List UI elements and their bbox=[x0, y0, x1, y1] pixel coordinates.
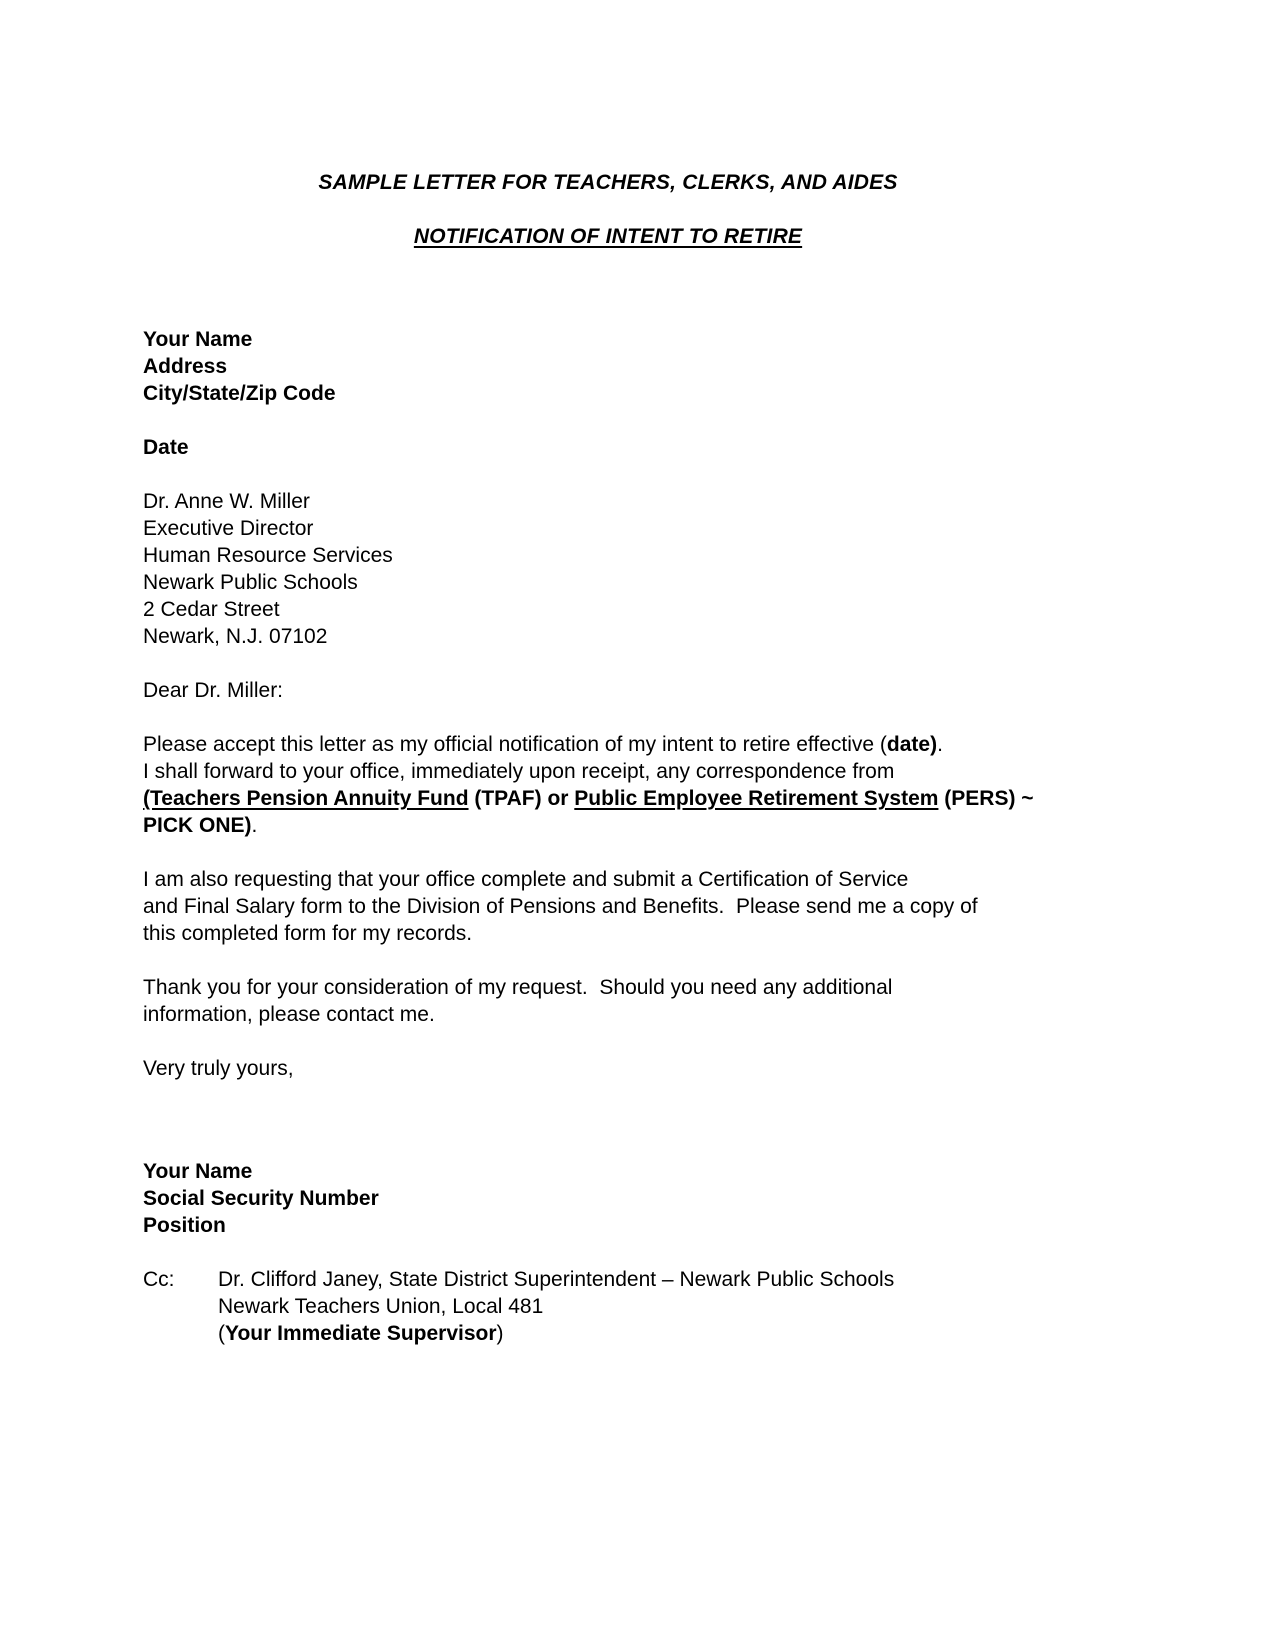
cc-line-supervisor: (Your Immediate Supervisor) bbox=[218, 1322, 504, 1345]
cc-line-superintendent: Dr. Clifford Janey, State District Superintendent – Newark Public Schools bbox=[218, 1268, 895, 1291]
signature-block bbox=[143, 1158, 1073, 1239]
recipient-street: 2 Cedar Street bbox=[143, 598, 280, 621]
recipient-organization: Newark Public Schools bbox=[143, 571, 358, 594]
body-paragraph-3: Thank you for your consideration of my request. Should you need any additional information, please contact me. bbox=[143, 976, 893, 1026]
cc-lines bbox=[218, 1266, 1073, 1347]
recipient-block bbox=[143, 488, 1073, 650]
cc-block bbox=[143, 1266, 1073, 1347]
recipient-city-state-zip: Newark, N.J. 07102 bbox=[143, 625, 328, 648]
sender-city-state-zip: City/State/Zip Code bbox=[143, 382, 336, 405]
letter-subtitle bbox=[143, 223, 1073, 250]
signature-ssn: Social Security Number bbox=[143, 1187, 379, 1210]
body-paragraph-2: I am also requesting that your office complete and submit a Certification of Service and Final Salary form to the Division of Pensions and Benefits. Please send me a copy of this completed form for my records. bbox=[143, 868, 978, 945]
body-paragraph-1: Please accept this letter as my official notification of my intent to retire effective (date). I shall forward to your office, immediately upon receipt, any correspondence from (Teachers Pension Annuity Fund (TPAF) or Public Employee Retirement System (PERS) ~ PICK ONE). bbox=[143, 733, 1034, 837]
cc-line-union: Newark Teachers Union, Local 481 bbox=[218, 1295, 544, 1318]
date-line: Date bbox=[143, 436, 189, 459]
recipient-title: Executive Director bbox=[143, 517, 314, 540]
letter-content bbox=[143, 169, 1073, 1347]
sender-name: Your Name bbox=[143, 328, 253, 351]
recipient-name: Dr. Anne W. Miller bbox=[143, 490, 310, 513]
signature-name: Your Name bbox=[143, 1160, 253, 1183]
closing: Very truly yours, bbox=[143, 1057, 294, 1080]
cc-label: Cc: bbox=[143, 1268, 175, 1291]
letter-subtitle-text: NOTIFICATION OF INTENT TO RETIRE bbox=[413, 225, 803, 248]
sender-block bbox=[143, 326, 1073, 407]
salutation: Dear Dr. Miller: bbox=[143, 679, 284, 702]
recipient-department: Human Resource Services bbox=[143, 544, 393, 567]
signature-position: Position bbox=[143, 1214, 226, 1237]
sender-address: Address bbox=[143, 355, 228, 378]
letter-title: SAMPLE LETTER FOR TEACHERS, CLERKS, AND AIDES bbox=[318, 171, 898, 194]
